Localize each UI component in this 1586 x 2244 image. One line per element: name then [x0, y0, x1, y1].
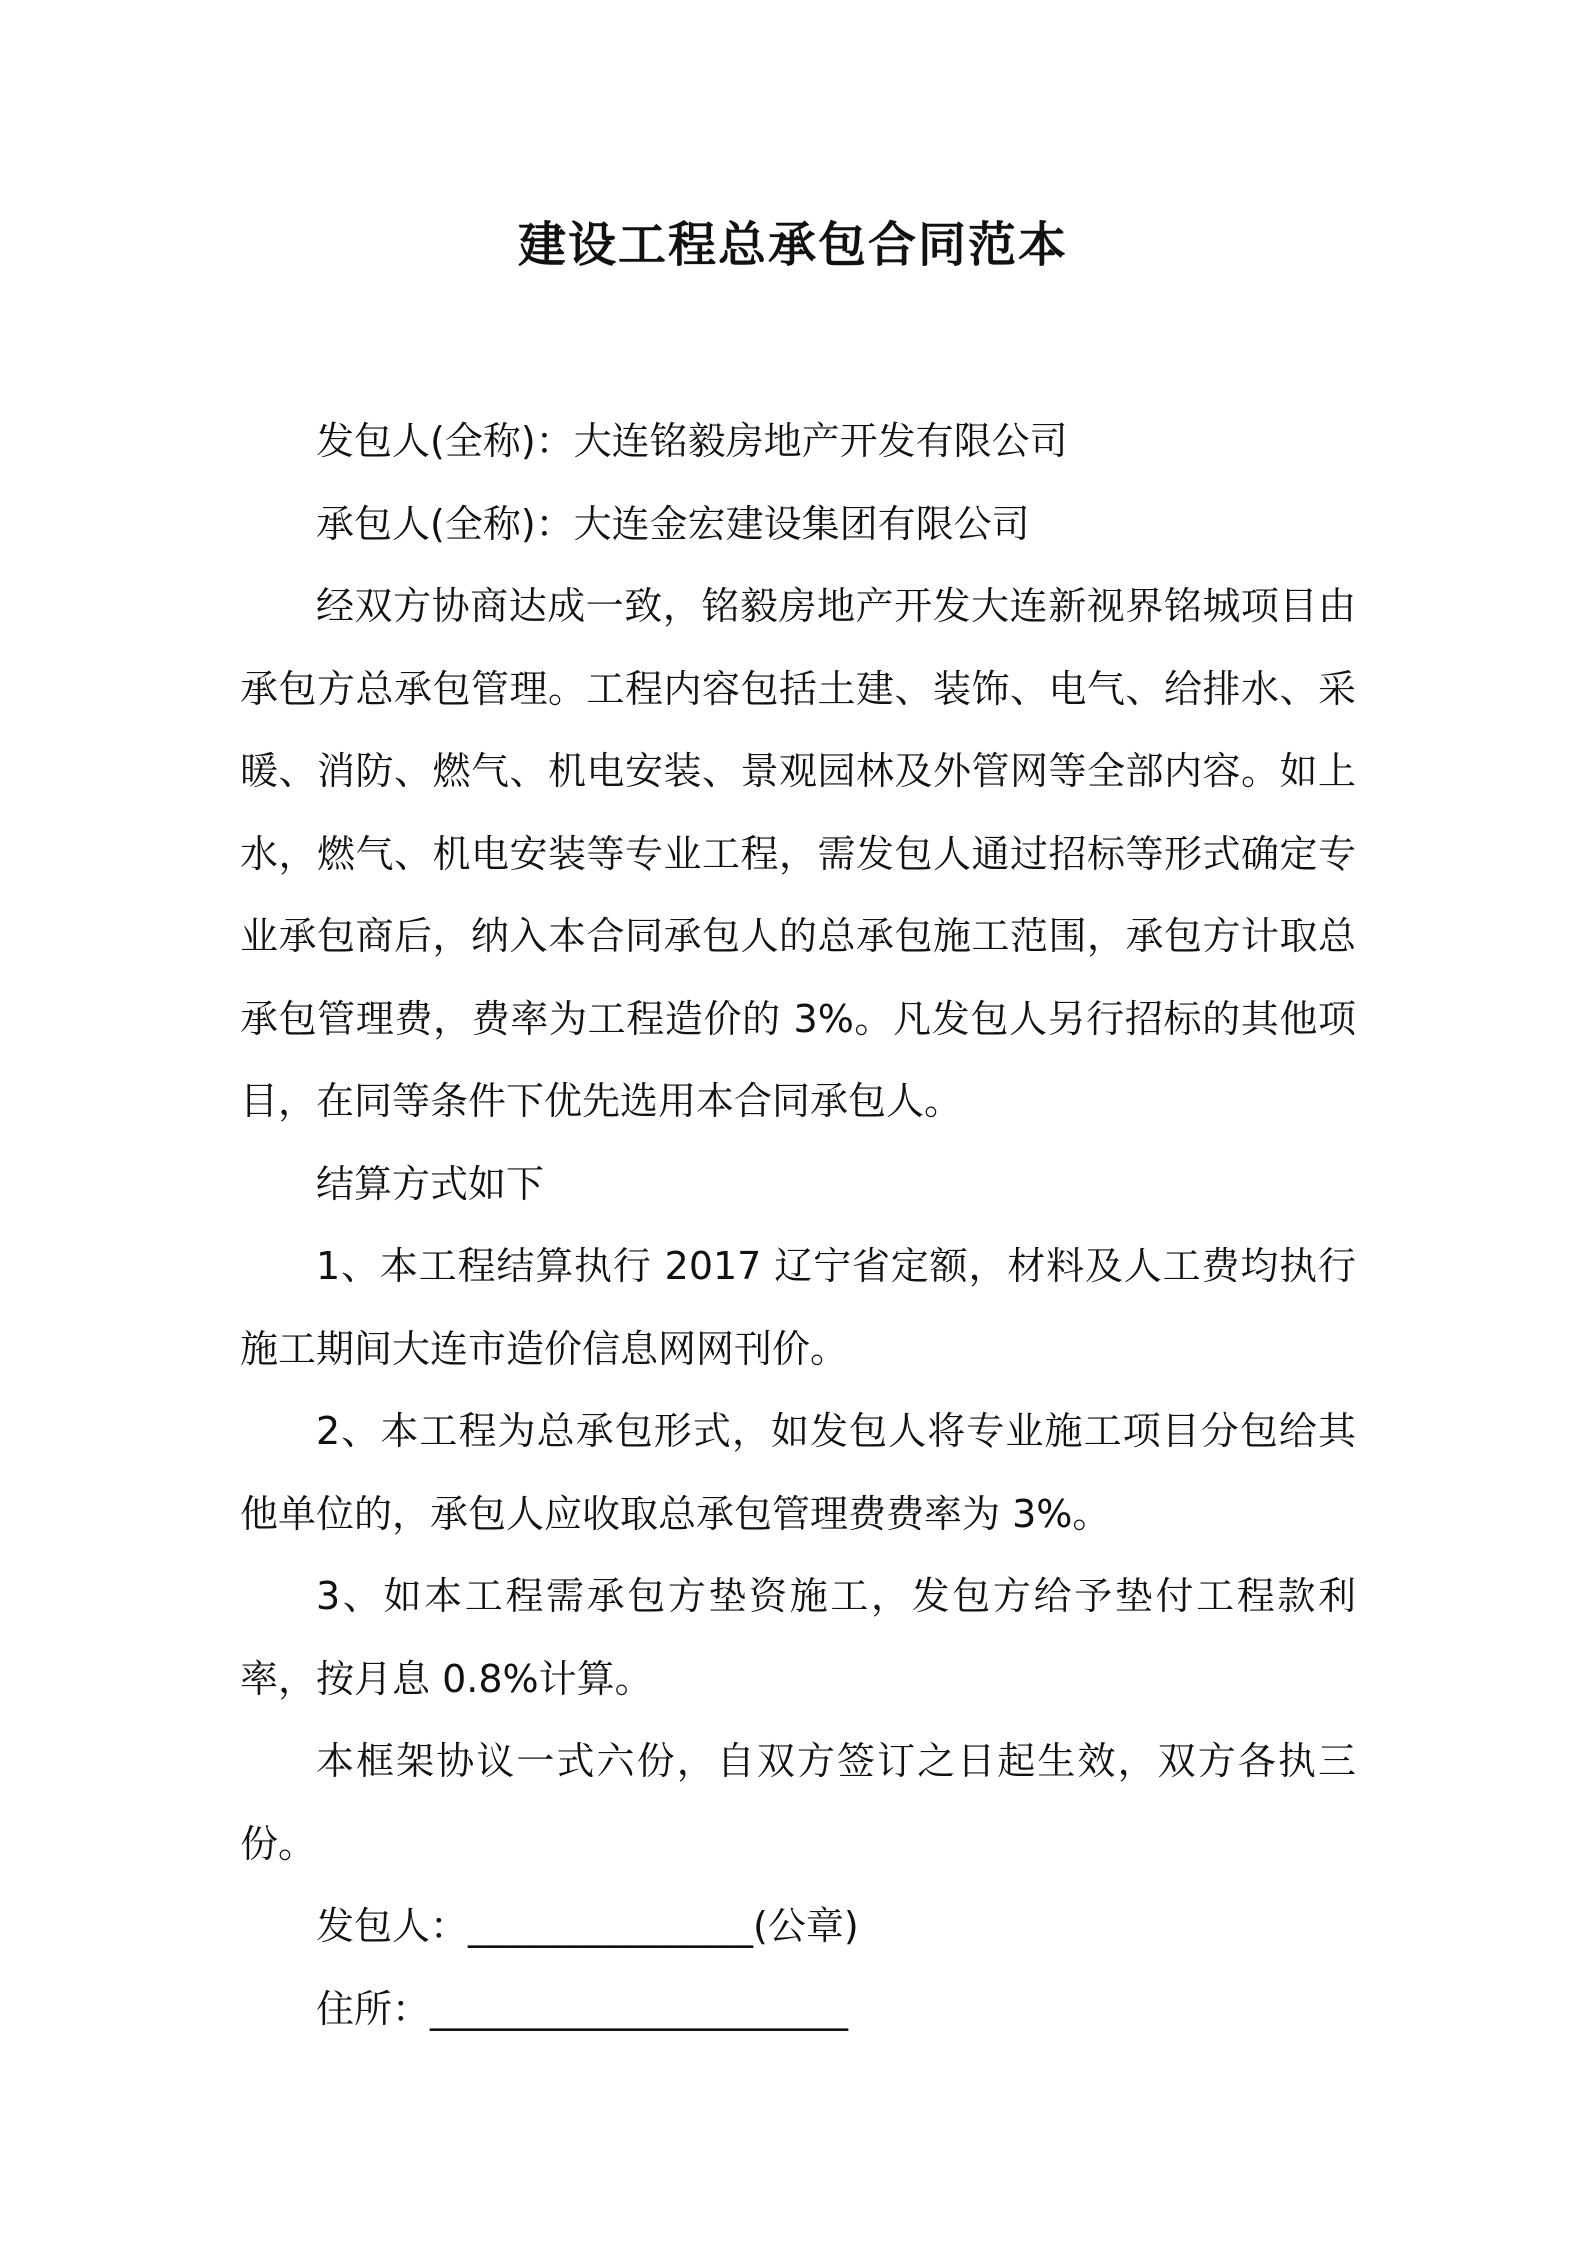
- document-title: 建设工程总承包合同范本: [517, 217, 1068, 273]
- party-a-line: 发包人(全称)：大连铭毅房地产开发有限公司: [316, 419, 1068, 463]
- closing-paragraph: 本框架协议一式六份，自双方签订之日起生效，双方各执三份。: [240, 1739, 1356, 1866]
- party-b-line: 承包人(全称)：大连金宏建设集团有限公司: [316, 501, 1030, 546]
- document-body: [240, 400, 1356, 2050]
- clause-2: 2、本工程为总承包形式，如发包人将专业施工项目分包给其他单位的，承包人应收取总承包管理费费率为 3%。: [240, 1409, 1356, 1536]
- settlement-heading: 结算方式如下: [316, 1161, 545, 1206]
- clause-3: 3、如本工程需承包方垫资施工，发包方给予垫付工程款利率，按月息 0.8%计算。: [240, 1574, 1356, 1701]
- clause-1: 1、本工程结算执行 2017 辽宁省定额，材料及人工费均执行施工期间大连市造价信息网网刊价。: [240, 1244, 1356, 1371]
- address-line: 住所：______________________: [316, 1986, 849, 2031]
- intro-paragraph: 经双方协商达成一致，铭毅房地产开发大连新视界铭城项目由承包方总承包管理。工程内容包括土建、装饰、电气、给排水、采暖、消防、燃气、机电安装、景观园林及外管网等全部内容。如上水，燃气、机电安装等专业工程，需发包人通过招标等形式确定专业承包商后，纳入本合同承包人的总承包施工范围，承包方计取总承包管理费，费率为工程造价的 3%。凡发包人另行招标的其他项目，在同等条件下优先选用本合同承包人。: [240, 584, 1356, 1123]
- signature-line: 发包人：_______________(公章): [316, 1904, 859, 1948]
